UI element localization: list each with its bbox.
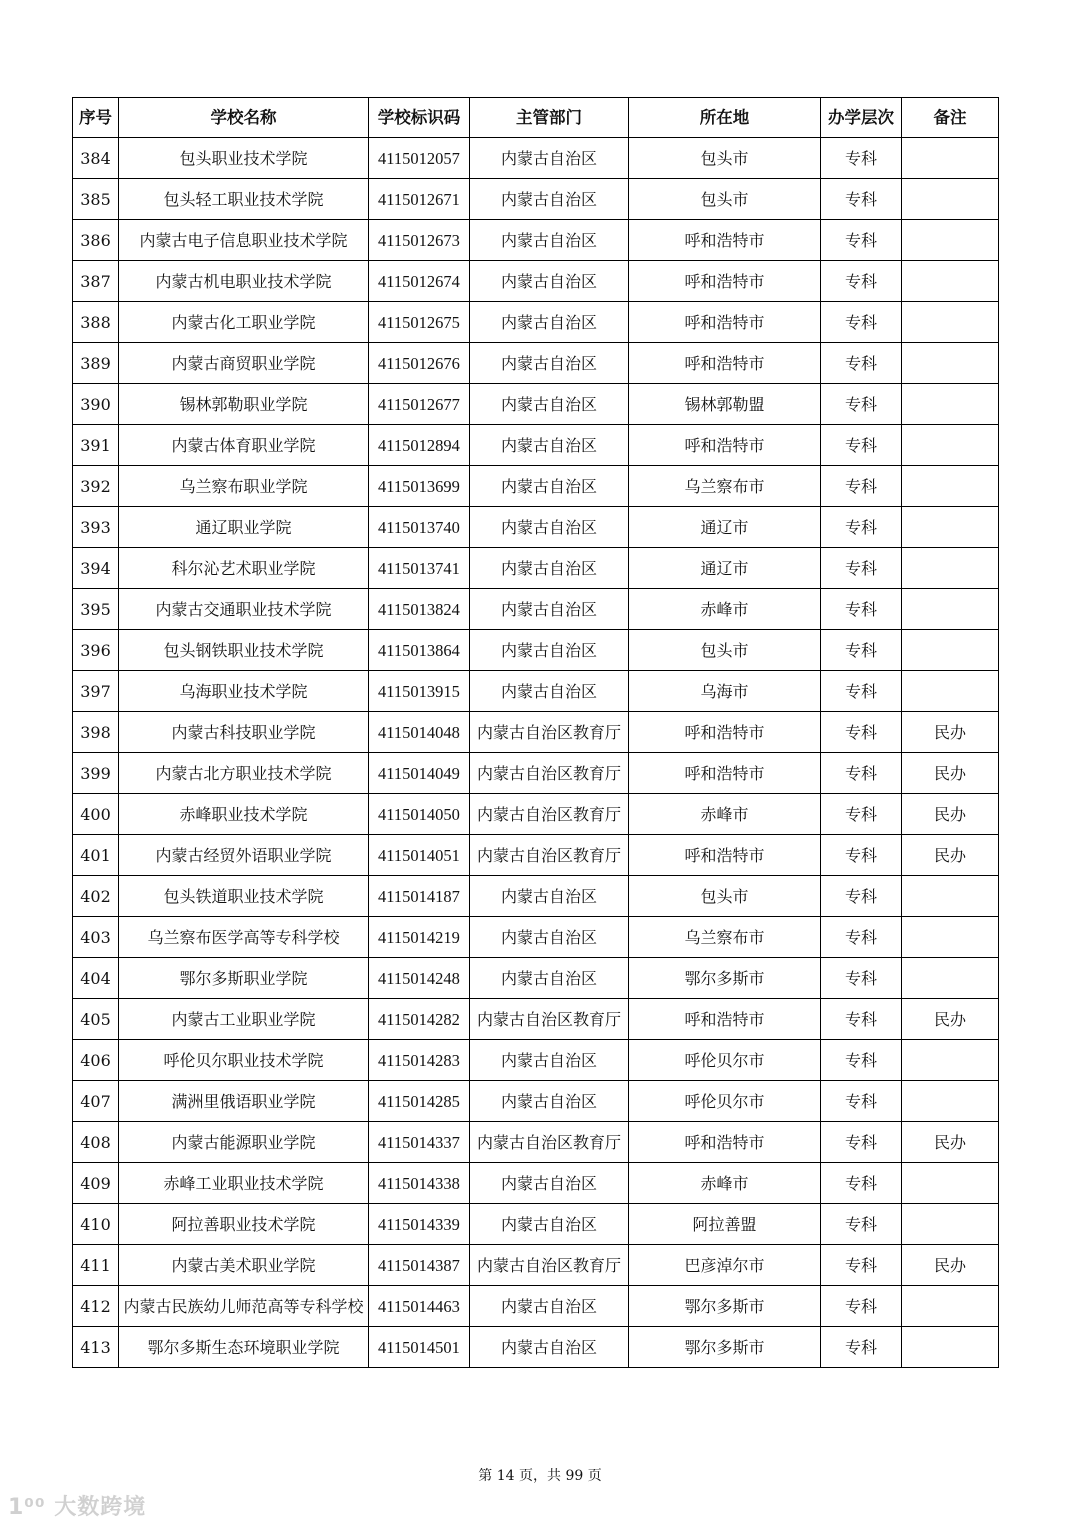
cell-level: 专科 (821, 302, 902, 343)
cell-school-name: 内蒙古经贸外语职业学院 (119, 835, 369, 876)
cell-level: 专科 (821, 1122, 902, 1163)
cell-notes (902, 917, 999, 958)
cell-location: 鄂尔多斯市 (629, 1286, 821, 1327)
cell-school-code: 4115012677 (369, 384, 470, 425)
cell-school-code: 4115012676 (369, 343, 470, 384)
cell-school-code: 4115014338 (369, 1163, 470, 1204)
cell-index: 406 (73, 1040, 119, 1081)
cell-department: 内蒙古自治区 (470, 876, 629, 917)
cell-school-code: 4115012671 (369, 179, 470, 220)
cell-index: 412 (73, 1286, 119, 1327)
cell-index: 385 (73, 179, 119, 220)
cell-school-name: 包头钢铁职业技术学院 (119, 630, 369, 671)
cell-location: 鄂尔多斯市 (629, 1327, 821, 1368)
cell-school-code: 4115014285 (369, 1081, 470, 1122)
cell-level: 专科 (821, 917, 902, 958)
table-row (73, 712, 999, 753)
cell-school-name: 内蒙古工业职业学院 (119, 999, 369, 1040)
cell-level: 专科 (821, 589, 902, 630)
cell-department: 内蒙古自治区 (470, 384, 629, 425)
cell-school-name: 内蒙古交通职业技术学院 (119, 589, 369, 630)
cell-location: 锡林郭勒盟 (629, 384, 821, 425)
cell-location: 呼和浩特市 (629, 835, 821, 876)
cell-location: 呼和浩特市 (629, 302, 821, 343)
cell-level: 专科 (821, 466, 902, 507)
cell-index: 401 (73, 835, 119, 876)
cell-school-name: 包头铁道职业技术学院 (119, 876, 369, 917)
cell-index: 391 (73, 425, 119, 466)
cell-department: 内蒙古自治区 (470, 343, 629, 384)
header-level: 办学层次 (821, 98, 902, 138)
cell-level: 专科 (821, 671, 902, 712)
cell-department: 内蒙古自治区教育厅 (470, 794, 629, 835)
cell-index: 400 (73, 794, 119, 835)
cell-notes (902, 507, 999, 548)
cell-location: 巴彦淖尔市 (629, 1245, 821, 1286)
cell-location: 乌兰察布市 (629, 917, 821, 958)
cell-level: 专科 (821, 1245, 902, 1286)
cell-location: 乌海市 (629, 671, 821, 712)
cell-level: 专科 (821, 1040, 902, 1081)
table-row (73, 302, 999, 343)
table-row (73, 1040, 999, 1081)
cell-department: 内蒙古自治区 (470, 1163, 629, 1204)
cell-school-code: 4115014283 (369, 1040, 470, 1081)
cell-level: 专科 (821, 1286, 902, 1327)
cell-index: 402 (73, 876, 119, 917)
table-row (73, 1081, 999, 1122)
cell-department: 内蒙古自治区 (470, 179, 629, 220)
table-row (73, 671, 999, 712)
cell-location: 呼和浩特市 (629, 343, 821, 384)
cell-notes (902, 1081, 999, 1122)
table-row (73, 466, 999, 507)
cell-index: 413 (73, 1327, 119, 1368)
cell-location: 赤峰市 (629, 589, 821, 630)
cell-index: 411 (73, 1245, 119, 1286)
cell-school-code: 4115014501 (369, 1327, 470, 1368)
cell-notes (902, 958, 999, 999)
cell-department: 内蒙古自治区 (470, 261, 629, 302)
cell-location: 阿拉善盟 (629, 1204, 821, 1245)
cell-location: 呼伦贝尔市 (629, 1040, 821, 1081)
cell-notes (902, 548, 999, 589)
cell-department: 内蒙古自治区教育厅 (470, 835, 629, 876)
cell-level: 专科 (821, 384, 902, 425)
cell-department: 内蒙古自治区 (470, 425, 629, 466)
cell-school-name: 鄂尔多斯生态环境职业学院 (119, 1327, 369, 1368)
cell-notes (902, 671, 999, 712)
cell-school-code: 4115014463 (369, 1286, 470, 1327)
cell-notes (902, 138, 999, 179)
header-index: 序号 (73, 98, 119, 138)
table-row (73, 835, 999, 876)
cell-school-name: 阿拉善职业技术学院 (119, 1204, 369, 1245)
table-row (73, 876, 999, 917)
cell-notes (902, 1204, 999, 1245)
cell-level: 专科 (821, 138, 902, 179)
cell-level: 专科 (821, 1327, 902, 1368)
header-location: 所在地 (629, 98, 821, 138)
cell-index: 392 (73, 466, 119, 507)
cell-school-name: 科尔沁艺术职业学院 (119, 548, 369, 589)
table-row (73, 1204, 999, 1245)
table-row (73, 1163, 999, 1204)
schools-table (72, 97, 999, 1368)
cell-school-name: 满洲里俄语职业学院 (119, 1081, 369, 1122)
cell-index: 407 (73, 1081, 119, 1122)
cell-school-code: 4115014050 (369, 794, 470, 835)
cell-location: 呼和浩特市 (629, 261, 821, 302)
cell-department: 内蒙古自治区 (470, 466, 629, 507)
table-row (73, 507, 999, 548)
cell-index: 394 (73, 548, 119, 589)
cell-school-code: 4115013740 (369, 507, 470, 548)
cell-department: 内蒙古自治区 (470, 302, 629, 343)
cell-index: 408 (73, 1122, 119, 1163)
cell-location: 通辽市 (629, 548, 821, 589)
watermark-text: 大数跨境 (54, 1495, 147, 1520)
cell-department: 内蒙古自治区 (470, 1081, 629, 1122)
cell-notes (902, 589, 999, 630)
cell-index: 386 (73, 220, 119, 261)
cell-location: 通辽市 (629, 507, 821, 548)
table-row (73, 220, 999, 261)
table-row (73, 630, 999, 671)
cell-location: 呼和浩特市 (629, 712, 821, 753)
cell-notes (902, 876, 999, 917)
table-row (73, 548, 999, 589)
cell-school-code: 4115012673 (369, 220, 470, 261)
table-row (73, 753, 999, 794)
cell-location: 鄂尔多斯市 (629, 958, 821, 999)
cell-index: 388 (73, 302, 119, 343)
cell-school-name: 包头轻工职业技术学院 (119, 179, 369, 220)
cell-school-code: 4115014219 (369, 917, 470, 958)
cell-location: 包头市 (629, 179, 821, 220)
cell-notes: 民办 (902, 712, 999, 753)
cell-notes: 民办 (902, 794, 999, 835)
cell-school-code: 4115013864 (369, 630, 470, 671)
cell-school-name: 内蒙古北方职业技术学院 (119, 753, 369, 794)
cell-department: 内蒙古自治区 (470, 220, 629, 261)
table-row (73, 343, 999, 384)
cell-level: 专科 (821, 958, 902, 999)
cell-school-name: 内蒙古商贸职业学院 (119, 343, 369, 384)
cell-department: 内蒙古自治区教育厅 (470, 753, 629, 794)
cell-school-code: 4115012057 (369, 138, 470, 179)
cell-school-code: 4115013915 (369, 671, 470, 712)
cell-location: 包头市 (629, 876, 821, 917)
cell-school-code: 4115013699 (369, 466, 470, 507)
cell-department: 内蒙古自治区 (470, 507, 629, 548)
cell-school-code: 4115014049 (369, 753, 470, 794)
cell-location: 呼和浩特市 (629, 220, 821, 261)
cell-location: 呼和浩特市 (629, 1122, 821, 1163)
cell-location: 呼伦贝尔市 (629, 1081, 821, 1122)
table-row (73, 261, 999, 302)
cell-school-name: 通辽职业学院 (119, 507, 369, 548)
cell-location: 赤峰市 (629, 1163, 821, 1204)
cell-school-code: 4115014282 (369, 999, 470, 1040)
table-row (73, 958, 999, 999)
cell-notes (902, 1286, 999, 1327)
cell-school-name: 赤峰工业职业技术学院 (119, 1163, 369, 1204)
watermark-logo: 1⁰⁰ 大数跨境 (8, 1495, 147, 1520)
cell-location: 赤峰市 (629, 794, 821, 835)
header-school-code: 学校标识码 (369, 98, 470, 138)
table-row (73, 1245, 999, 1286)
table-row (73, 179, 999, 220)
cell-school-code: 4115014387 (369, 1245, 470, 1286)
cell-school-code: 4115014337 (369, 1122, 470, 1163)
cell-location: 包头市 (629, 630, 821, 671)
table-header-row (73, 98, 999, 138)
cell-level: 专科 (821, 1163, 902, 1204)
cell-school-name: 赤峰职业技术学院 (119, 794, 369, 835)
table-row (73, 384, 999, 425)
cell-school-name: 锡林郭勒职业学院 (119, 384, 369, 425)
cell-location: 呼和浩特市 (629, 425, 821, 466)
cell-index: 396 (73, 630, 119, 671)
cell-level: 专科 (821, 343, 902, 384)
cell-notes (902, 384, 999, 425)
cell-index: 410 (73, 1204, 119, 1245)
cell-level: 专科 (821, 794, 902, 835)
cell-notes (902, 179, 999, 220)
cell-school-code: 4115013824 (369, 589, 470, 630)
cell-level: 专科 (821, 1204, 902, 1245)
cell-level: 专科 (821, 1081, 902, 1122)
cell-school-name: 内蒙古科技职业学院 (119, 712, 369, 753)
cell-school-code: 4115014339 (369, 1204, 470, 1245)
cell-location: 呼和浩特市 (629, 753, 821, 794)
cell-school-code: 4115014248 (369, 958, 470, 999)
cell-school-code: 4115012674 (369, 261, 470, 302)
cell-index: 393 (73, 507, 119, 548)
cell-school-name: 内蒙古体育职业学院 (119, 425, 369, 466)
cell-school-name: 内蒙古民族幼儿师范高等专科学校 (119, 1286, 369, 1327)
cell-department: 内蒙古自治区 (470, 1204, 629, 1245)
cell-level: 专科 (821, 220, 902, 261)
header-notes: 备注 (902, 98, 999, 138)
table-row (73, 794, 999, 835)
cell-notes: 民办 (902, 999, 999, 1040)
cell-index: 397 (73, 671, 119, 712)
cell-department: 内蒙古自治区 (470, 548, 629, 589)
cell-level: 专科 (821, 425, 902, 466)
cell-department: 内蒙古自治区 (470, 671, 629, 712)
cell-index: 387 (73, 261, 119, 302)
cell-notes (902, 261, 999, 302)
cell-notes (902, 1327, 999, 1368)
table-row (73, 917, 999, 958)
table-row (73, 425, 999, 466)
cell-department: 内蒙古自治区 (470, 138, 629, 179)
cell-school-name: 呼伦贝尔职业技术学院 (119, 1040, 369, 1081)
header-school-name: 学校名称 (119, 98, 369, 138)
cell-school-name: 内蒙古美术职业学院 (119, 1245, 369, 1286)
cell-level: 专科 (821, 876, 902, 917)
cell-department: 内蒙古自治区 (470, 630, 629, 671)
cell-notes (902, 1163, 999, 1204)
cell-index: 404 (73, 958, 119, 999)
cell-level: 专科 (821, 712, 902, 753)
cell-school-code: 4115014048 (369, 712, 470, 753)
cell-notes (902, 630, 999, 671)
cell-level: 专科 (821, 548, 902, 589)
cell-school-code: 4115014051 (369, 835, 470, 876)
cell-school-name: 乌海职业技术学院 (119, 671, 369, 712)
cell-index: 405 (73, 999, 119, 1040)
cell-school-code: 4115012894 (369, 425, 470, 466)
cell-department: 内蒙古自治区 (470, 917, 629, 958)
cell-notes: 民办 (902, 753, 999, 794)
cell-location: 乌兰察布市 (629, 466, 821, 507)
cell-notes: 民办 (902, 835, 999, 876)
cell-level: 专科 (821, 835, 902, 876)
cell-notes (902, 302, 999, 343)
cell-school-code: 4115013741 (369, 548, 470, 589)
cell-school-name: 包头职业技术学院 (119, 138, 369, 179)
cell-location: 呼和浩特市 (629, 999, 821, 1040)
table-row (73, 1327, 999, 1368)
cell-level: 专科 (821, 179, 902, 220)
cell-school-code: 4115012675 (369, 302, 470, 343)
cell-index: 403 (73, 917, 119, 958)
cell-school-name: 乌兰察布职业学院 (119, 466, 369, 507)
header-department: 主管部门 (470, 98, 629, 138)
table-row (73, 1286, 999, 1327)
cell-department: 内蒙古自治区 (470, 1286, 629, 1327)
cell-department: 内蒙古自治区 (470, 1040, 629, 1081)
cell-school-name: 乌兰察布医学高等专科学校 (119, 917, 369, 958)
cell-school-name: 内蒙古电子信息职业技术学院 (119, 220, 369, 261)
cell-notes (902, 343, 999, 384)
cell-department: 内蒙古自治区 (470, 958, 629, 999)
cell-notes: 民办 (902, 1245, 999, 1286)
cell-index: 399 (73, 753, 119, 794)
cell-school-name: 内蒙古化工职业学院 (119, 302, 369, 343)
cell-department: 内蒙古自治区教育厅 (470, 1245, 629, 1286)
cell-department: 内蒙古自治区 (470, 589, 629, 630)
cell-level: 专科 (821, 261, 902, 302)
cell-index: 395 (73, 589, 119, 630)
table-row (73, 138, 999, 179)
cell-school-name: 内蒙古机电职业技术学院 (119, 261, 369, 302)
cell-index: 398 (73, 712, 119, 753)
table-row (73, 589, 999, 630)
cell-notes (902, 466, 999, 507)
cell-index: 389 (73, 343, 119, 384)
cell-school-code: 4115014187 (369, 876, 470, 917)
cell-department: 内蒙古自治区 (470, 1327, 629, 1368)
cell-level: 专科 (821, 630, 902, 671)
cell-notes (902, 1040, 999, 1081)
cell-location: 包头市 (629, 138, 821, 179)
cell-department: 内蒙古自治区教育厅 (470, 712, 629, 753)
cell-school-name: 鄂尔多斯职业学院 (119, 958, 369, 999)
cell-index: 390 (73, 384, 119, 425)
cell-level: 专科 (821, 999, 902, 1040)
table-row (73, 999, 999, 1040)
cell-notes (902, 220, 999, 261)
cell-department: 内蒙古自治区教育厅 (470, 999, 629, 1040)
cell-index: 384 (73, 138, 119, 179)
table-row (73, 1122, 999, 1163)
cell-notes: 民办 (902, 1122, 999, 1163)
cell-index: 409 (73, 1163, 119, 1204)
cell-school-name: 内蒙古能源职业学院 (119, 1122, 369, 1163)
cell-department: 内蒙古自治区教育厅 (470, 1122, 629, 1163)
cell-level: 专科 (821, 507, 902, 548)
page-number: 第 14 页，共 99 页 (478, 1468, 602, 1484)
cell-level: 专科 (821, 753, 902, 794)
cell-notes (902, 425, 999, 466)
